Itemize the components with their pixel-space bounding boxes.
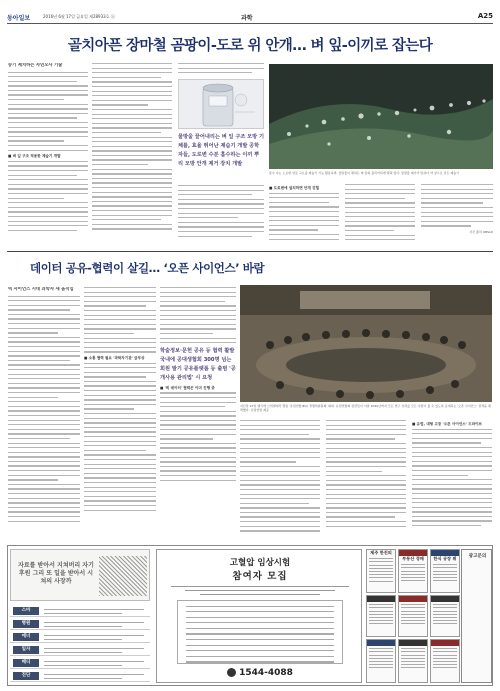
ad-row-label: 스마 <box>13 607 39 615</box>
article1-column-3-bottom <box>178 185 264 245</box>
classified-ad[interactable] <box>398 639 428 683</box>
ad-row <box>10 657 150 669</box>
classified-ad[interactable] <box>430 639 460 683</box>
classified-ad[interactable] <box>430 595 460 637</box>
classified-ad-title: 제주 한진의 <box>370 550 392 555</box>
classified-ad[interactable] <box>366 549 396 593</box>
article1-body-text-2 <box>8 161 88 231</box>
ad-row-label: 병원 <box>13 620 39 628</box>
article2-body-text-7 <box>326 420 406 527</box>
ad-phone-number: 1544-4088 <box>239 668 293 678</box>
classified-ad[interactable] <box>398 549 428 593</box>
dehumidifier-photo <box>178 79 264 129</box>
article1-pullquote: 물방울 끌어내리는 벼 잎 구조 모방 기체를, 효율 뛰어난 제습기 개발 공학자들, 도로변 수분 흡수하는 이끼 뿌리 모방 안개 제거 장치 개발 <box>178 134 265 167</box>
classified-ad[interactable] <box>430 549 460 593</box>
ad-row <box>10 618 150 630</box>
article2-section-head-1: ■ 소통 협력 필요 '과학자기관' 급부상 <box>84 355 145 360</box>
masthead <box>7 12 493 24</box>
issue-date: 2016년 6월 17일 금요일 제28933호 ⓐ <box>43 14 115 19</box>
article2-section-head-2: ■ '빅 데이터' 협력은 이미 진행 중 <box>160 385 215 390</box>
section-title: 과학 <box>241 15 253 22</box>
article1-body-text-5 <box>178 185 264 237</box>
ad-details-box <box>177 600 343 664</box>
article2-body-text-3 <box>84 363 156 511</box>
article2-subhead: 빅 사이언스 시대 과학자 새 움직임 <box>8 287 74 292</box>
ad-row-label: 일자 <box>13 646 39 654</box>
section-divider <box>7 251 493 252</box>
classified-ad[interactable] <box>398 595 428 637</box>
article1-body-text-3 <box>92 63 172 230</box>
newspaper-logo: 동아일보 <box>7 15 31 22</box>
article2-column-3 <box>160 287 236 535</box>
article2-section-head-3: ■ 유럽, 대형 고등 '오픈 사이언스' 드라이브 <box>412 422 483 426</box>
article1-subhead: 송기 제치하는 자연모사 기술 <box>8 63 63 68</box>
clinical-trial-ad[interactable] <box>156 549 362 683</box>
ad-row-label: 에너 <box>13 633 39 641</box>
article1-body-text-4 <box>178 63 264 73</box>
article2-body-text-2 <box>84 287 156 353</box>
article1-section-head-2: ■ 도로변에 설치하면 안개 걷힐 <box>269 186 320 190</box>
ad-inquiry-box[interactable] <box>461 549 492 683</box>
classified-ad-title: 부동산 경매 <box>402 556 424 561</box>
article2-body-text-6 <box>240 420 320 532</box>
ad-row-label: 메디 <box>13 659 39 667</box>
article1-headline: 골치아픈 장마철 곰팡이-도로 위 안개… 벼 잎-이끼로 잡는다 <box>67 38 433 54</box>
article2-column-1 <box>8 287 80 535</box>
ad-row <box>10 631 150 643</box>
article1-byline: 사진 출처 OBSLD <box>469 229 493 234</box>
article1-column-6 <box>421 184 493 246</box>
conference-photo <box>240 285 492 402</box>
classified-ad-title: 한식 공장 뷔 <box>433 556 457 561</box>
article2-body-text-4 <box>160 287 236 343</box>
ad-inquiry-label: 광고문의 <box>468 554 487 559</box>
page-number: A25 <box>477 12 493 20</box>
classified-ad[interactable] <box>366 595 396 637</box>
article1-column-5 <box>345 184 415 246</box>
article2-column-5 <box>326 420 406 538</box>
ad-subtitle: 참여자 모집 <box>232 571 288 582</box>
article1-column-2 <box>92 63 172 243</box>
ad-banner <box>10 549 150 601</box>
display-ad-left[interactable] <box>10 549 150 683</box>
article2-column-6 <box>412 420 492 538</box>
article1-body-text-7 <box>345 184 415 240</box>
article1-photo-caption: 통수 사는 도로변 연못 고요를 제습기 기능 활용하면, 물방울이 맺혀든 벼 잎의 폴리커하게 맺혀 있다. 물방울 제거가 밀하다 약 칭으로 만든 제습기 <box>269 171 460 175</box>
ad-row <box>10 670 150 682</box>
ad-row <box>10 605 150 617</box>
article2-headline: 데이터 공유-협력이 살길… ‘오픈 사이언스’ 바람 <box>30 261 265 275</box>
article2-photo-caption: 지난달 27일 벨기에 브뤼셀에서 열린 '유럽연합(EU) 경쟁력위원회' 회의. 유럽연합의 장관들이 이날 2020년까지 모든 연구 성과를 모든 사람이 볼 수 있도록 공개하는 '오픈 사이언스' 정책을 채택했다. 유럽연합 제공 <box>240 404 491 413</box>
article1-body-text <box>8 72 88 151</box>
article2-body-text-5 <box>160 392 236 481</box>
leaf-droplets-photo <box>269 64 493 169</box>
article1-column-4 <box>269 184 339 246</box>
ad-banner-headline: 자료를 받아서 지쳐버리 자기 후원 그리 또 일을 받아서 시쳐의 사장까 <box>18 562 94 585</box>
article2-body-text-1 <box>8 296 80 522</box>
ad-row <box>10 644 150 656</box>
article2-pullquote: 학술정보·문헌 공유 등 협력 활발 국내에 공대생협회 300명 넘는 회원 발기 공유플랫폼 등 출범 '공개사용 관리법' 시 요청 <box>160 347 236 381</box>
classified-ad[interactable] <box>366 639 396 683</box>
phone-icon <box>227 668 236 677</box>
article2-column-2 <box>84 287 156 535</box>
ad-pattern-graphic <box>99 556 147 596</box>
article2-body-text-8 <box>412 429 492 527</box>
ad-title: 고혈압 임상시험 <box>229 558 291 568</box>
article1-body-text-6 <box>269 193 339 240</box>
article2-column-4 <box>240 420 320 538</box>
ad-phone[interactable] <box>157 668 363 678</box>
article1-body-text-8 <box>421 184 493 227</box>
article1-column-3-top <box>178 63 264 79</box>
article1-column-1 <box>8 63 88 243</box>
ad-row-label: 진단 <box>13 672 39 680</box>
article1-section-head: ■ 벼 잎 구조 적용한 제습기 개발 <box>8 154 61 159</box>
